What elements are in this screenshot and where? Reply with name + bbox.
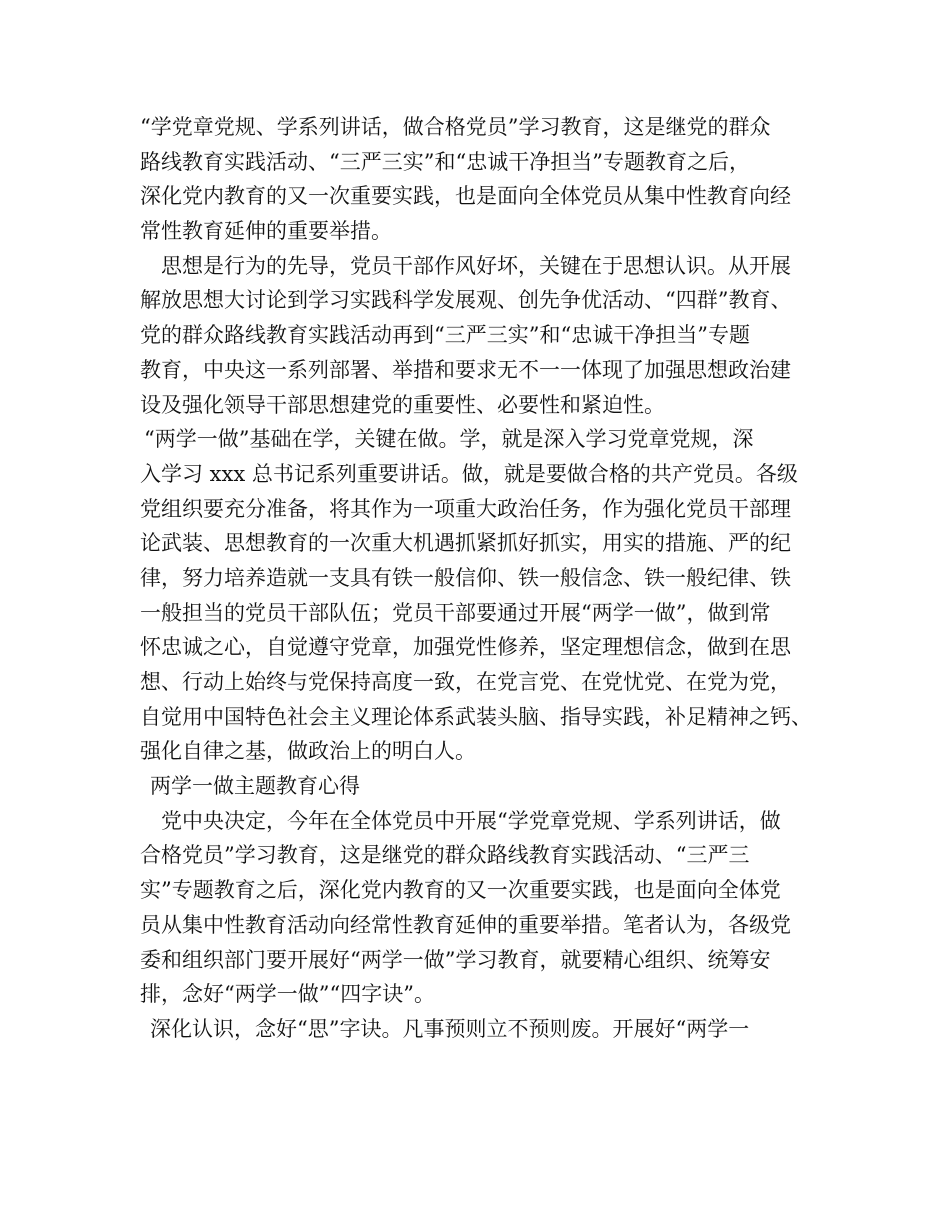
text-line: 路线教育实践活动、“三严三实”和“忠诚干净担当”专题教育之后， [140,149,750,174]
text-line: 自觉用中国特色社会主义理论体系武装头脑、指导实践，补足精神之钙、 [140,704,812,729]
text-line: 律，努力培养造就一支具有铁一般信仰、铁一般信念、铁一般纪律、铁 [140,565,791,590]
text-line: “学党章党规、学系列讲话，做合格党员”学习教育，这是继党的群众 [140,115,771,139]
text-line: 员从集中性教育活动向经常性教育延伸的重要举措。笔者认为，各级党 [140,912,791,937]
section-heading: 两学一做主题教育心得 [150,774,360,799]
text-line: 入学习 xxx 总书记系列重要讲话。做，就是要做合格的共产党员。各级 [140,461,798,486]
text-line: “两学一做”基础在学，关键在做。学，就是深入学习党章党规，深 [144,427,754,452]
text-line: 排，念好“两学一做”“四字诀”。 [140,982,435,1007]
text-line: 解放思想大讨论到学习实践科学发展观、创先争优活动、“四群”教育、 [140,288,792,313]
text-line: 实”专题教育之后，深化党内教育的又一次重要实践，也是面向全体党 [140,878,781,903]
text-line: 强化自律之基，做政治上的明白人。 [140,739,476,764]
text-line: 想、行动上始终与党保持高度一致，在党言党、在党忧党、在党为党， [140,670,791,694]
text-line: 怀忠诚之心，自觉遵守党章，加强党性修养，坚定理想信念，做到在思 [140,635,791,660]
text-line: 委和组织部门要开展好“两学一做”学习教育，就要精心组织、统筹安 [140,947,771,972]
text-line: 党的群众路线教育实践活动再到“三严三实”和“忠诚干净担当”专题 [140,323,750,348]
text-line: 合格党员”学习教育，这是继党的群众路线教育实践活动、“三严三 [140,843,750,868]
text-line: 常性教育延伸的重要举措。 [140,219,392,244]
document-body [140,110,840,1047]
text-line: 教育，中央这一系列部署、举措和要求无不一一体现了加强思想政治建 [140,357,791,382]
text-line: 深化党内教育的又一次重要实践，也是面向全体党员从集中性教育向经 [140,184,791,209]
text-line: 深化认识，念好“思”字诀。凡事预则立不预则废。开展好“两学一 [150,1016,750,1041]
text-line: 党组织要充分准备，将其作为一项重大政治任务，作为强化党员干部理 [140,496,791,521]
text-line: 思想是行为的先导，党员干部作风好坏，关键在于思想认识。从开展 [161,253,791,278]
text-line: 论武装、思想教育的一次重大机遇抓紧抓好抓实，用实的措施、严的纪 [140,531,791,556]
text-line: 党中央决定，今年在全体党员中开展“学党章党规、学系列讲话，做 [161,808,781,833]
text-line: 设及强化领导干部思想建党的重要性、必要性和紧迫性。 [140,392,665,417]
text-line: 一般担当的党员干部队伍；党员干部要通过开展“两学一做”，做到常 [140,600,771,625]
